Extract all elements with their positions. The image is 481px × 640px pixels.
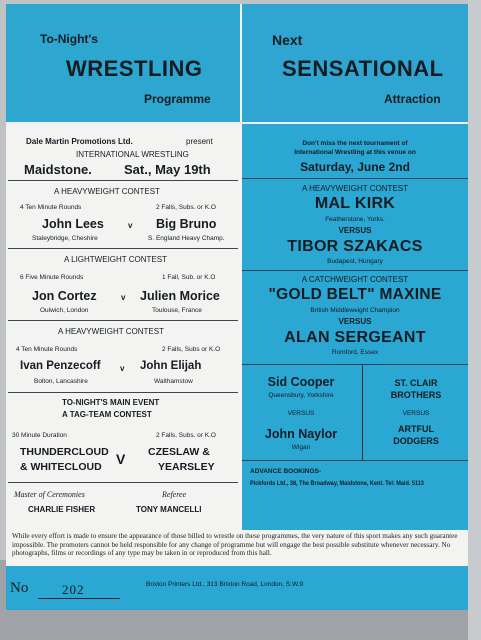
next-bout2-title: A CATCHWEIGHT CONTEST xyxy=(301,275,409,284)
divider xyxy=(242,270,468,271)
next-bout1-from2: Budapest, Hungary xyxy=(327,258,383,265)
next-bout4-name2b: DODGERS xyxy=(393,436,439,446)
next-bout1-versus: VERSUS xyxy=(338,226,372,235)
bout2-title: A LIGHTWEIGHT CONTEST xyxy=(64,255,167,264)
next-date: Saturday, June 2nd xyxy=(300,160,410,174)
main-vs: V xyxy=(116,451,126,467)
bout1-rules: 2 Falls, Subs. or K.O xyxy=(156,204,216,211)
next-bout3-versus: VERSUS xyxy=(287,410,315,417)
next-bout4-name2a: ARTFUL xyxy=(398,424,434,434)
divider xyxy=(8,248,238,249)
table-edge xyxy=(468,0,481,640)
main-left-team-2: & WHITECLOUD xyxy=(20,461,102,473)
main-right-team-2: YEARSLEY xyxy=(158,461,215,473)
next-bout1-name1: MAL KIRK xyxy=(314,195,396,212)
tonight-panel xyxy=(6,124,240,530)
next-bout1-from1: Featherstone, Yorks. xyxy=(325,216,385,223)
bout1-vs: v xyxy=(128,221,133,230)
bout3-right-from: Walthamstow xyxy=(154,378,193,385)
event-name: INTERNATIONAL WRESTLING xyxy=(76,150,189,159)
programme-sheet xyxy=(6,4,468,610)
bout1-title: A HEAVYWEIGHT CONTEST xyxy=(54,187,160,196)
next-bout2-from1: British Middleweight Champion xyxy=(310,307,400,314)
main-rules: 2 Falls, Subs. or K.O xyxy=(156,432,216,439)
referee-label: Referee xyxy=(162,490,187,499)
bout1-right-from: S. England Heavy Champ. xyxy=(148,235,225,242)
bout3-left-from: Bolton, Lancashire xyxy=(34,378,88,385)
divider xyxy=(8,482,238,483)
mc-name: CHARLIE FISHER xyxy=(28,505,96,514)
next-bout2-versus: VERSUS xyxy=(338,317,372,326)
bout3-title: A HEAVYWEIGHT CONTEST xyxy=(58,327,164,336)
next-bout1-name2: TIBOR SZAKACS xyxy=(287,238,423,255)
main-left-team-1: THUNDERCLOUD xyxy=(20,446,109,458)
bout1-left-name: John Lees xyxy=(42,217,104,231)
centre-divider xyxy=(240,4,242,530)
programme-number: 202 xyxy=(62,582,85,597)
bout2-rounds: 6 Five Minute Rounds xyxy=(20,274,84,281)
divider xyxy=(242,178,468,179)
next-intro-1: Don't miss the next tournament of xyxy=(302,140,408,147)
booking-text: Pickfords Ltd., 38, The Broadway, Maidstone, Kent. Tel: Maid. 5113 xyxy=(250,480,424,487)
next-bout4-name1b: BROTHERS xyxy=(390,390,442,400)
header-left-title: WRESTLING xyxy=(66,56,203,81)
next-panel xyxy=(242,124,468,530)
next-intro-2: International Wrestling at this venue on xyxy=(294,149,416,156)
number-underline xyxy=(38,598,120,599)
main-title: TO-NIGHT'S MAIN EVENT xyxy=(62,398,160,407)
present-label: present xyxy=(186,137,213,146)
bout3-rounds: 4 Ten Minute Rounds xyxy=(16,346,78,353)
bout2-vs: v xyxy=(121,293,126,302)
next-bout1-title: A HEAVYWEIGHT CONTEST xyxy=(302,184,408,193)
bout3-right-name: John Elijah xyxy=(140,360,202,372)
venue: Maidstone. xyxy=(24,162,92,177)
next-bout3-from1: Queensbury, Yorkshire xyxy=(268,392,334,399)
main-subtitle: A TAG-TEAM CONTEST xyxy=(62,410,152,419)
mc-label: Master of Ceremonies xyxy=(14,490,85,499)
header-left-line1: To-Night's xyxy=(40,32,98,46)
bout2-rules: 1 Fall, Sub. or K.O xyxy=(162,274,216,281)
referee-name: TONY MANCELLI xyxy=(136,505,202,514)
event-date: Sat., May 19th xyxy=(124,162,211,177)
bout3-rules: 2 Falls, Subs or K.O xyxy=(162,346,221,353)
header-left-panel xyxy=(6,4,240,122)
next-bout3-name2: John Naylor xyxy=(264,427,338,441)
booking-title: ADVANCE BOOKINGS- xyxy=(250,468,322,475)
header-right-panel xyxy=(242,4,468,122)
bout2-left-name: Jon Cortez xyxy=(32,289,97,303)
disclaimer-text: While every effort is made to ensure the appearance of those billed to wrestle on these programmes, the very nature of this sport makes any such guarantee impossible. The promoters cannot be held responsible for any change of programme but will engage the best possible substitute whenever necessary. No photographs, films or recordings of any type may be taken in or reproduced from this hall. xyxy=(12,532,458,558)
bout2-right-from: Toulouse, France xyxy=(152,307,202,314)
bout2-left-from: Oulwich, London xyxy=(40,307,89,314)
bout3-left-name: Ivan Penzecoff xyxy=(20,360,101,372)
programme-number-label: No xyxy=(10,580,29,596)
bout3-vs: v xyxy=(120,364,125,373)
divider xyxy=(8,180,238,181)
next-bout4-versus: VERSUS xyxy=(402,410,430,417)
next-bout2-from2: Romford, Essex xyxy=(331,349,379,356)
next-bout3-name1: Sid Cooper xyxy=(267,375,335,389)
header-left-line3: Programme xyxy=(144,92,211,106)
bout2-right-name: Julien Morice xyxy=(140,289,220,303)
promoter: Dale Martin Promotions Ltd. xyxy=(26,137,133,146)
next-bout2-name2: ALAN SERGEANT xyxy=(284,329,426,346)
printer-credit: Brixton Printers Ltd., 313 Brixton Road, London, S.W.9 xyxy=(146,581,304,588)
header-right-title: SENSATIONAL xyxy=(282,56,444,81)
divider xyxy=(8,392,238,393)
header-right-line3: Attraction xyxy=(384,92,441,106)
header-right-line1: Next xyxy=(272,32,303,48)
next-bout2-name1: "GOLD BELT" MAXINE xyxy=(268,286,442,303)
bout1-left-from: Staleybridge, Cheshire xyxy=(32,235,98,242)
main-duration: 30 Minute Duration xyxy=(12,432,67,439)
divider xyxy=(8,320,238,321)
divider xyxy=(242,460,468,461)
next-bout4-name1a: ST. CLAIR xyxy=(394,378,438,388)
next-bout3-from2: Wigan xyxy=(291,444,311,451)
divider xyxy=(242,364,468,365)
bout1-right-name: Big Bruno xyxy=(156,217,217,231)
main-right-team-1: CZESLAW & xyxy=(148,446,210,458)
column-divider xyxy=(362,364,363,460)
bout1-rounds: 4 Ten Minute Rounds xyxy=(20,204,82,211)
